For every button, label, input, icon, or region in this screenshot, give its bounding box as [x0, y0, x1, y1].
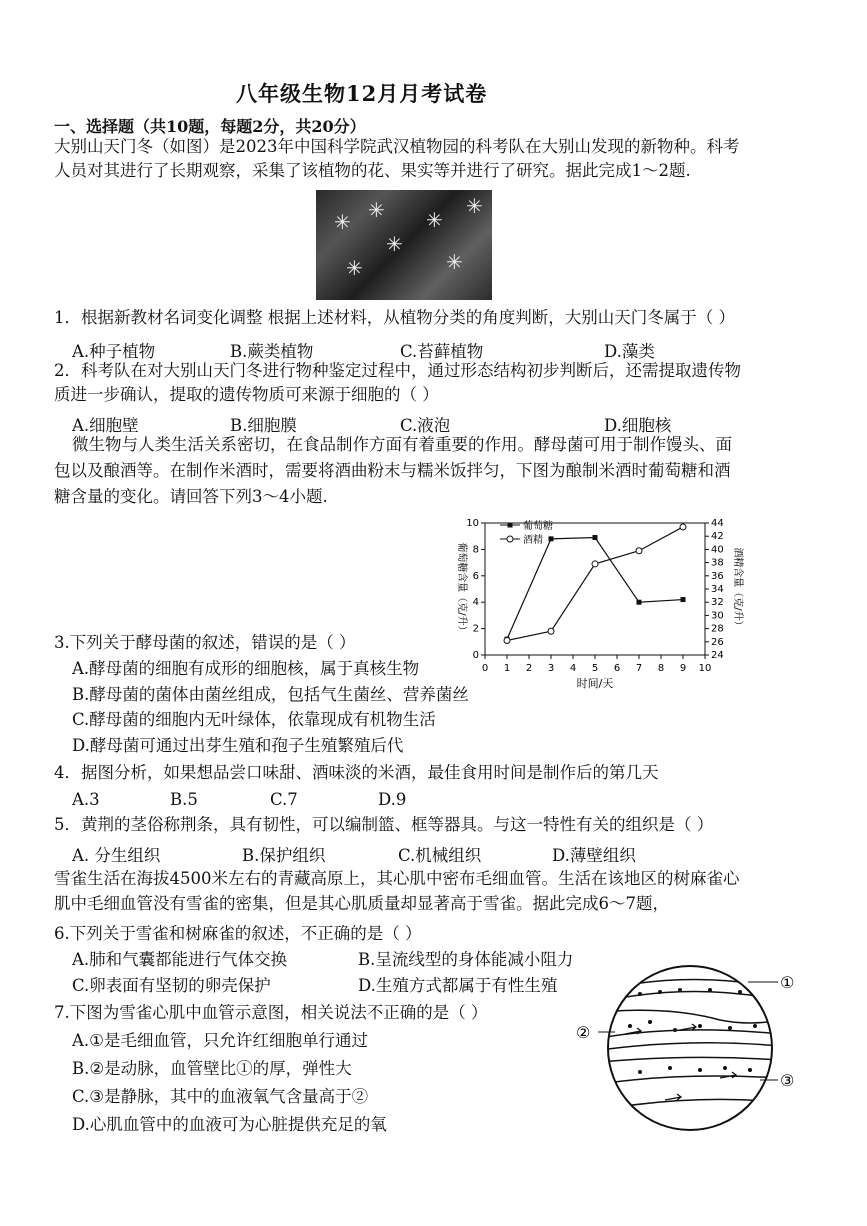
y-right-tick-label: 30 — [711, 610, 724, 622]
q7-option-d[interactable]: D.心肌血管中的血液可为心脏提供充足的氧 — [72, 1115, 387, 1134]
series-1-point — [592, 561, 598, 567]
plot-frame — [485, 523, 705, 655]
q5-stem: 5．黄荆的茎俗称荆条，具有韧性，可以编制篮、框等器具。与这一特性有关的组织是（ ） — [54, 815, 714, 834]
blood-vessel-diagram — [570, 960, 830, 1140]
q7-stem: 7.下图为雪雀心肌中血管示意图，相关说法不正确的是（ ） — [54, 1003, 488, 1022]
legend-marker-1 — [507, 536, 513, 542]
y-left-tick-label: 8 — [472, 544, 479, 556]
q4-option-c[interactable]: C.7 — [270, 790, 298, 809]
q6-stem: 6.下列关于雪雀和树麻雀的叙述，不正确的是（ ） — [54, 924, 422, 943]
y-left-tick-label: 2 — [472, 623, 479, 635]
y-left-tick-label: 6 — [472, 570, 479, 582]
q3-option-d[interactable]: D.酵母菌可通过出芽生殖和孢子生殖繁殖后代 — [72, 736, 404, 755]
series-1-point — [636, 548, 642, 554]
intro2-line-2: 包以及酿酒等。在制作米酒时，需要将酒曲粉末与糯米饭拌匀，下图为酿制米酒时葡萄糖和酒 — [54, 461, 731, 480]
x-tick-label: 9 — [679, 663, 687, 674]
q2-option-b[interactable]: B.细胞膜 — [230, 416, 297, 435]
series-0-point — [681, 597, 686, 602]
y-right-tick-label: 42 — [711, 531, 724, 543]
intro2-line-1: 微生物与人类生活关系密切，在食品制作方面有着重要的作用。酵母菌可用于制作馒头、面 — [72, 435, 732, 454]
q6-option-a[interactable]: A.肺和气囊都能进行气体交换 — [72, 950, 288, 969]
y-right-tick-label: 44 — [711, 518, 724, 529]
q1-option-b[interactable]: B.蕨类植物 — [230, 342, 314, 361]
intro3-line-2: 肌中毛细血管没有雪雀的密集，但是其心肌质量却显著高于雪雀。据此完成6～7题， — [54, 894, 669, 913]
q7-option-b[interactable]: B.②是动脉，血管壁比①的厚，弹性大 — [72, 1059, 352, 1078]
q4-stem: 4．据图分析，如果想品尝口味甜、酒味淡的米酒，最佳食用时间是制作后的第几天 — [54, 763, 659, 782]
q3-option-c[interactable]: C.酵母菌的细胞内无叶绿体，依靠现成有机物生活 — [72, 710, 436, 729]
y-right-tick-label: 26 — [711, 636, 724, 648]
series-1-point — [548, 628, 554, 634]
legend-marker-0 — [508, 523, 513, 528]
y-right-tick-label: 40 — [711, 544, 724, 556]
q7-option-c[interactable]: C.③是静脉，其中的血液氧气含量高于② — [72, 1087, 369, 1106]
q4-option-a[interactable]: A.3 — [72, 790, 100, 809]
y-right-tick-label: 36 — [711, 570, 724, 582]
y-right-tick-label: 38 — [711, 557, 724, 569]
x-tick-label: 3 — [547, 663, 555, 674]
q2-option-c[interactable]: C.液泡 — [400, 416, 451, 435]
q3-option-a[interactable]: A.酵母菌的细胞有成形的细胞核，属于真核生物 — [72, 659, 420, 678]
q6-option-b[interactable]: B.呈流线型的身体能减小阻力 — [358, 950, 574, 969]
q3-stem: 3.下列关于酵母菌的叙述，错误的是（ ） — [54, 633, 356, 652]
x-axis-label: 时间/天 — [576, 677, 614, 690]
series-line-0 — [507, 538, 683, 640]
x-tick-label: 0 — [481, 663, 489, 674]
intro3-line-1: 雪雀生活在海拔4500米左右的青藏高原上，其心肌中密布毛细血管。生活在该地区的树麻雀心 — [54, 869, 740, 888]
intro-line-2: 人员对其进行了长期观察，采集了该植物的花、果实等并进行了研究。据此完成1～2题. — [54, 161, 691, 180]
intro2-line-3: 糖含量的变化。请回答下列3～4小题. — [54, 487, 328, 506]
series-1-point — [680, 524, 686, 530]
q1-option-d[interactable]: D.藻类 — [604, 342, 655, 361]
series-0-point — [637, 600, 642, 605]
q6-option-d[interactable]: D.生殖方式都属于有性生殖 — [358, 976, 558, 995]
q2-option-a[interactable]: A.细胞壁 — [72, 416, 139, 435]
y-right-tick-label: 24 — [711, 650, 724, 661]
series-1-point — [504, 637, 510, 643]
q6-option-c[interactable]: C.卵表面有坚韧的卵壳保护 — [72, 976, 271, 995]
series-0-point — [549, 536, 554, 541]
x-tick-label: 1 — [503, 663, 511, 674]
x-tick-label: 7 — [635, 663, 643, 674]
q2-option-d[interactable]: D.细胞核 — [604, 416, 672, 435]
q5-option-c[interactable]: C.机械组织 — [398, 846, 482, 865]
y-right-axis-label: 酒精含量（克/升） — [732, 547, 743, 631]
label-3: ③ — [780, 1071, 795, 1090]
section-heading: 一、选择题（共10题，每题2分，共20分） — [54, 117, 366, 136]
q2-stem-line-1: 2．科考队在对大别山天门冬进行物种鉴定过程中，通过形态结构初步判断后，还需提取遗传物 — [54, 361, 741, 380]
q4-option-d[interactable]: D.9 — [378, 790, 407, 809]
y-left-axis-label: 葡萄糖含量（克/升） — [456, 542, 467, 636]
x-tick-label: 10 — [698, 663, 712, 674]
y-left-tick-label: 4 — [472, 597, 479, 609]
x-tick-label: 2 — [525, 663, 533, 674]
y-left-tick-label: 10 — [466, 518, 479, 529]
glucose-alcohol-chart — [440, 505, 750, 690]
y-left-tick-label: 0 — [472, 650, 479, 661]
x-tick-label: 8 — [657, 663, 665, 674]
q7-option-a[interactable]: A.①是毛细血管，只允许红细胞单行通过 — [72, 1031, 368, 1050]
page-title: 八年级生物12月月考试卷 — [236, 81, 488, 106]
x-tick-label: 5 — [591, 663, 599, 674]
label-1: ① — [780, 973, 795, 992]
q3-option-b[interactable]: B.酵母菌的菌体由菌丝组成，包括气生菌丝、营养菌丝 — [72, 685, 469, 704]
q1-option-a[interactable]: A.种子植物 — [72, 342, 156, 361]
q1-option-c[interactable]: C.苔藓植物 — [400, 342, 484, 361]
y-right-tick-label: 28 — [711, 623, 724, 635]
q5-option-d[interactable]: D.薄壁组织 — [552, 846, 636, 865]
y-right-tick-label: 32 — [711, 597, 724, 609]
x-tick-label: 4 — [569, 663, 577, 674]
legend-label-1: 酒精 — [523, 535, 543, 546]
q5-option-a[interactable]: A. 分生组织 — [72, 846, 161, 865]
intro-line-1: 大别山天门冬（如图）是2023年中国科学院武汉植物园的科考队在大别山发现的新物种。科考 — [54, 137, 740, 156]
q5-option-b[interactable]: B.保护组织 — [242, 846, 326, 865]
series-0-point — [593, 535, 598, 540]
q4-option-b[interactable]: B.5 — [170, 790, 198, 809]
q2-stem-line-2: 质进一步确认，提取的遗传物质可来源于细胞的（ ） — [54, 385, 439, 404]
plant-photo: ✳ ✳ ✳ ✳ ✳ ✳ ✳ — [316, 190, 492, 300]
x-tick-label: 6 — [613, 663, 621, 674]
label-2: ② — [576, 1023, 591, 1042]
q1-stem: 1．根据新教材名词变化调整 根据上述材料，从植物分类的角度判断，大别山天门冬属于（ ） — [54, 308, 735, 327]
legend-label-0: 葡萄糖 — [523, 521, 553, 532]
y-right-tick-label: 34 — [711, 584, 724, 595]
